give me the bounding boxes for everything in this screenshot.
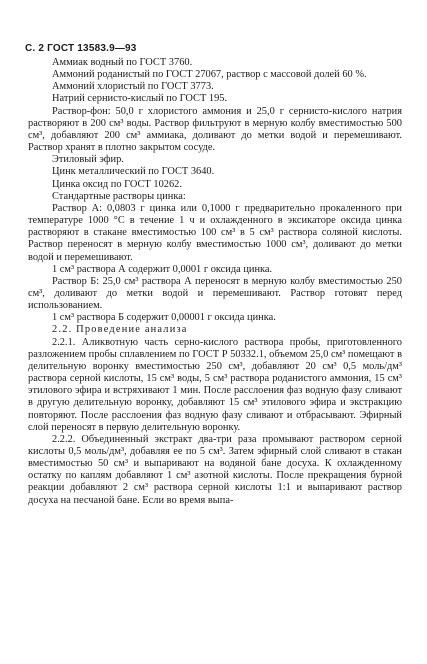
- paragraph: Аммиак водный по ГОСТ 3760.: [52, 57, 193, 68]
- paragraph: 1 см³ раствора Б содержит 0,00001 г оксида цинка.: [52, 312, 276, 324]
- paragraph: Аммоний хлористый по ГОСТ 3773.: [52, 81, 214, 93]
- paragraph: Стандартные растворы цинка:: [52, 190, 186, 202]
- paragraph: 2.2.2. Объединенный экстракт два-три раза промывают раствором серной кислоты 0,5 моль/дм³, добавляя ее по 5 см³. Затем эфирный слой сливают в стакан вместимостью 50 см³ и выпаривают на водяной бане досуха. К охлажденному остатку по каплям добавляют 1 см³ азотной кислоты. После прекращения бурной реакции добавляют 2 см³ раствора серной кислоты 1:1 и выпаривают раствор досуха на песчаной бане. Если во время выпа-: [28, 433, 402, 506]
- paragraph: Этиловый эфир.: [52, 154, 124, 166]
- paragraph: Натрий сернисто-кислый по ГОСТ 195.: [52, 93, 228, 105]
- paragraph: 1 см³ раствора А содержит 0,0001 г оксида цинка.: [52, 263, 273, 275]
- paragraph: Цинк металлический по ГОСТ 3640.: [52, 166, 215, 178]
- page-header: С. 2 ГОСТ 13583.9—93: [25, 43, 137, 54]
- paragraph: Цинка оксид по ГОСТ 10262.: [52, 178, 182, 190]
- paragraph: 2.2.1. Аликвотную часть серно-кислого раствора пробы, приготовленного разложением пробы сплавлением по ГОСТ Р 50332.1, объемом 25,0 см³ помещают в делительную воронку вместимостью 250 см³, добавляют 20 см³ 0,5 моль/дм³ раствора серной кислоты, 15 см³ воды, 5 см³ раствора роданистого аммония, 15 см³ этилового эфира и встряхивают 1 мин. После расслоения фаз водную фазу сливают в другую делительную воронку, добавляют 15 см³ этилового эфира и экстракцию повторяют. После расслоения фаз водную фазу сливают и отбрасывают. Эфирный слой переносят в первую делительную воронку.: [28, 336, 402, 433]
- section-heading: 2.2. Проведение анализа: [52, 324, 188, 336]
- paragraph: Раствор А: 0,0803 г цинка или 0,1000 г предварительно прокаленного при температуре 1000 °С в течение 1 ч и охлажденного в эксикаторе оксида цинка растворяют в стакане вместимостью 100 см³ в 5 см³ раствора соляной кислоты. Раствор переносят в мерную колбу вместимостью 1000 см³, доливают до метки водой и перемешивают.: [28, 202, 402, 263]
- paragraph: Раствор Б: 25,0 см³ раствора А переносят в мерную колбу вместимостью 250 см³, доливают до метки водой и перемешивают. Раствор готовят перед использованием.: [28, 275, 402, 312]
- document-body: [28, 57, 402, 507]
- paragraph: Раствор-фон: 50,0 г хлористого аммония и 25,0 г сернисто-кислого натрия растворяют в 200 см³ воды. Раствор фильтруют в мерную колбу вместимостью 500 см³, добавляют 200 см³ аммиака, доливают до метки водой и перемешивают. Раствор хранят в плотно закрытом сосуде.: [28, 105, 402, 154]
- paragraph: Аммоний роданистый по ГОСТ 27067, раствор с массовой долей 60 %.: [52, 69, 367, 81]
